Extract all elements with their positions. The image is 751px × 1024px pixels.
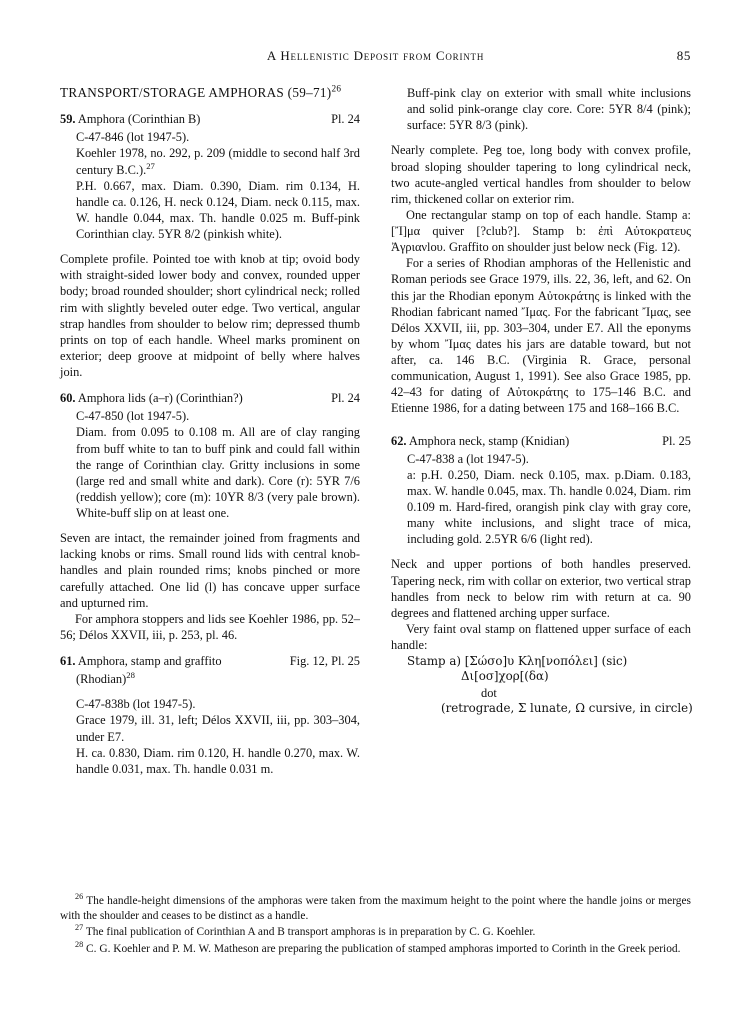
entry-61-head xyxy=(60,653,360,669)
footnote-28-marker: 28 xyxy=(75,939,84,949)
entry-62-description-2: Very faint oval stamp on flattened upper surface of each handle: xyxy=(391,621,691,652)
footnotes-section xyxy=(60,894,691,958)
catalog-entry-60 xyxy=(60,390,360,643)
entry-61-clay-description-wrap xyxy=(391,85,691,133)
entry-60-measurements: Diam. from 0.095 to 0.108 m. All are of clay ranging from buff white to tan to buff pink and could fall within the range of Corinthian clay. Gritty inclusions in some (large red and small white and dark). Core (r): 5YR 7/6 (reddish yellow); core (m): 10YR 8/3 (very pale brown). White-buff slip on at least one. xyxy=(76,425,360,521)
entry-61-subtitle xyxy=(76,671,360,687)
entry-60-details xyxy=(60,408,360,521)
entry-61-paragraph-3: For a series of Rhodian amphoras of the Hellenistic and Roman periods see Grace 1979, ills. 22, 36, left, and 62. On this jar the Rhodian eponym Αὐτοκράτης is linked with the Rhodian fabricant named Ἴμας. For the fabricant Ἴμας, see Délos XXVII, iii, pp. 303–304, under E7. All the eponyms by whom Ἴμας dates his jars are datable toward, but not after, ca. 146 B.C. (Virginia R. Grace, personal communication, August 1, 1991). See also Grace 1985, pp. 42–43 for dating of Αὐτοκράτης to 175–146 B.C. and Etienne 1986, for a dating between 175 and 168–166 B.C. xyxy=(391,256,691,416)
section-heading xyxy=(60,84,360,101)
stamp-line-1: Stamp a) [Σώσο]υ Κλη[νοπόλει] (sic) xyxy=(407,654,628,669)
stamp-line-2: Δι[οσ]χορ[(δα) xyxy=(461,669,549,684)
catalog-entry-61 xyxy=(60,653,360,777)
footnote-26-text: The handle-height dimensions of the amphoras were taken from the maximum height to the point where the handle joins or merges with the shoulder and ceases to be distinct as a handle. xyxy=(60,895,691,922)
right-column xyxy=(391,84,691,874)
entry-60-description: Seven are intact, the remainder joined from fragments and lacking knobs or rims. Small round lids with central knob-handles and plain rounded rims; knobs pinched or more carefully attached. One lid (l) has concave upper surface and upturned rim. xyxy=(60,531,360,610)
footnote-28-text: C. G. Koehler and P. M. W. Matheson are preparing the publication of stamped amphoras imported to Corinth in the Greek period. xyxy=(86,942,681,955)
entry-59-number: 59. xyxy=(60,112,76,127)
entry-61-inventory: C-47-838b (lot 1947-5). xyxy=(76,697,196,712)
entry-61-subtitle-wrap xyxy=(60,671,360,687)
entry-60-title: Amphora lids (a–r) (Corinthian?) xyxy=(77,391,243,406)
entry-59-details xyxy=(60,129,360,242)
stamp-line-3: dot xyxy=(481,685,497,700)
entry-62-description: Neck and upper portions of both handles preserved. Tapering neck, rim with collar on exterior, two vertical strap handles from neck to below rim with return at ca. 90 degrees and flattened arching upper surface. xyxy=(391,557,691,620)
footnote-26-marker: 26 xyxy=(75,892,84,902)
entry-61-number: 61. xyxy=(60,654,76,669)
section-heading-text: TRANSPORT/STORAGE AMPHORAS (59–71) xyxy=(60,85,332,100)
entry-59-inventory: C-47-846 (lot 1947-5). xyxy=(76,130,190,145)
entry-59-footnote-ref: 27 xyxy=(146,160,155,171)
entry-59-title: Amphora (Corinthian B) xyxy=(77,112,201,127)
stamp-line-4: (retrograde, Σ lunate, Ω cursive, in circle) xyxy=(441,700,693,715)
entry-59-measurements: P.H. 0.667, max. Diam. 0.390, Diam. rim 0.134, H. handle ca. 0.126, H. neck 0.124, Diam. neck 0.115, max. W. handle 0.044, max. Th. handle 0.025 m. Buff-pink Corinthian clay. 5YR 8/2 (pinkish white). xyxy=(76,178,360,242)
footnote-26 xyxy=(60,894,691,923)
entry-62-title: Amphora neck, stamp (Knidian) xyxy=(408,433,570,448)
catalog-entry-62 xyxy=(391,433,691,717)
entry-61-details xyxy=(60,696,360,777)
entry-62-inventory: C-47-838 a (lot 1947-5). xyxy=(407,451,529,466)
entry-61-title-line xyxy=(60,653,222,669)
footnote-27-text: The final publication of Corinthian A and B transport amphoras is in preparation by C. G. Koehler. xyxy=(85,926,536,939)
entry-59-reference-text: Koehler 1978, no. 292, p. 209 (middle to second half 3rd century B.C.). xyxy=(76,146,360,177)
two-column-body xyxy=(60,84,691,874)
entry-61-reference: Grace 1979, ill. 31, left; Délos XXVII, iii, pp. 303–304, under E7. xyxy=(76,713,360,744)
entry-59-description: Complete profile. Pointed toe with knob at tip; ovoid body with straight-sided lower body and convex, rounded upper body; broad rounded shoulder; short cylindrical neck; rolled rim with slightly beveled outer edge. Two vertical, angular strap handles from shoulder to below rim; depressed thumb prints on top of each handle. Wheel marks prominent on exterior; deep groove at midpoint of belly where halves join. xyxy=(60,252,360,380)
entry-61-clay-description: Buff-pink clay on exterior with small white inclusions and solid pink-orange clay core. Core: 5YR 8/4 (pink); surface: 5YR 8/3 (pink). xyxy=(407,86,691,133)
entry-59-head xyxy=(60,111,360,127)
section-heading-footnote-ref: 26 xyxy=(331,83,342,94)
entry-61-footnote-ref: 28 xyxy=(126,670,135,681)
entry-60-title-line xyxy=(60,390,243,406)
entry-62-title-line xyxy=(391,433,569,449)
entry-62-stamp-transcription xyxy=(391,654,691,716)
entry-62-measurements: a: p.H. 0.250, Diam. neck 0.105, max. p.Diam. 0.183, max. W. handle 0.045, max. Th. handle 0.024, Diam. rim 0.109 m. Hard-fired, orangish pink clay with gray core, many white inclusions, and slight trace of mica, including gold. 2.5YR 6/6 (light red). xyxy=(407,467,691,547)
entry-61-paragraph-1: Nearly complete. Peg toe, long body with convex profile, broad sloping shoulder tapering to long cylindrical neck, two acute-angled vertical handles from shoulder to below rim, thickened collar on exterior rim. xyxy=(391,143,691,206)
entry-62-plate: Pl. 25 xyxy=(662,433,691,448)
catalog-entry-59 xyxy=(60,111,360,380)
entry-62-number: 62. xyxy=(391,433,407,448)
entry-61-paragraph-2: One rectangular stamp on top of each handle. Stamp a: [Ἴ]μα quiver [?club?]. Stamp b: ἐπὶ Αὐτοκρατευς Ἀγριανlου. Graffito on shoulder just below neck (Fig. 12). xyxy=(391,207,691,255)
entry-60-head xyxy=(60,390,360,406)
left-column xyxy=(60,84,360,874)
footnote-28 xyxy=(60,939,691,957)
running-title: A Hellenistic Deposit from Corinth xyxy=(266,48,485,63)
entry-62-details xyxy=(391,451,691,548)
entry-60-description-2: For amphora stoppers and lids see Koehler 1986, pp. 52–56; Délos XXVII, iii, p. 253, pl. 46. xyxy=(60,611,360,642)
entry-61-measurements: H. ca. 0.830, Diam. rim 0.120, H. handle 0.270, max. W. handle 0.031, max. Th. handle 0.031 m. xyxy=(76,745,360,776)
page-header xyxy=(60,48,691,66)
entry-60-inventory: C-47-850 (lot 1947-5). xyxy=(76,409,190,424)
entry-60-plate: Pl. 24 xyxy=(331,391,360,406)
footnote-27 xyxy=(60,925,691,940)
entry-62-head xyxy=(391,433,691,449)
entry-59-reference xyxy=(76,145,360,177)
entry-60-number: 60. xyxy=(60,391,76,406)
entry-59-plate: Pl. 24 xyxy=(331,112,360,127)
entry-61-subtitle-text: (Rhodian) xyxy=(76,672,127,687)
page-number: 85 xyxy=(676,48,691,63)
footnote-27-marker: 27 xyxy=(75,923,84,933)
entry-61-title: Amphora, stamp and graffito xyxy=(77,654,222,669)
entry-59-title-line xyxy=(60,111,200,127)
entry-61-plate: Fig. 12, Pl. 25 xyxy=(289,654,360,669)
